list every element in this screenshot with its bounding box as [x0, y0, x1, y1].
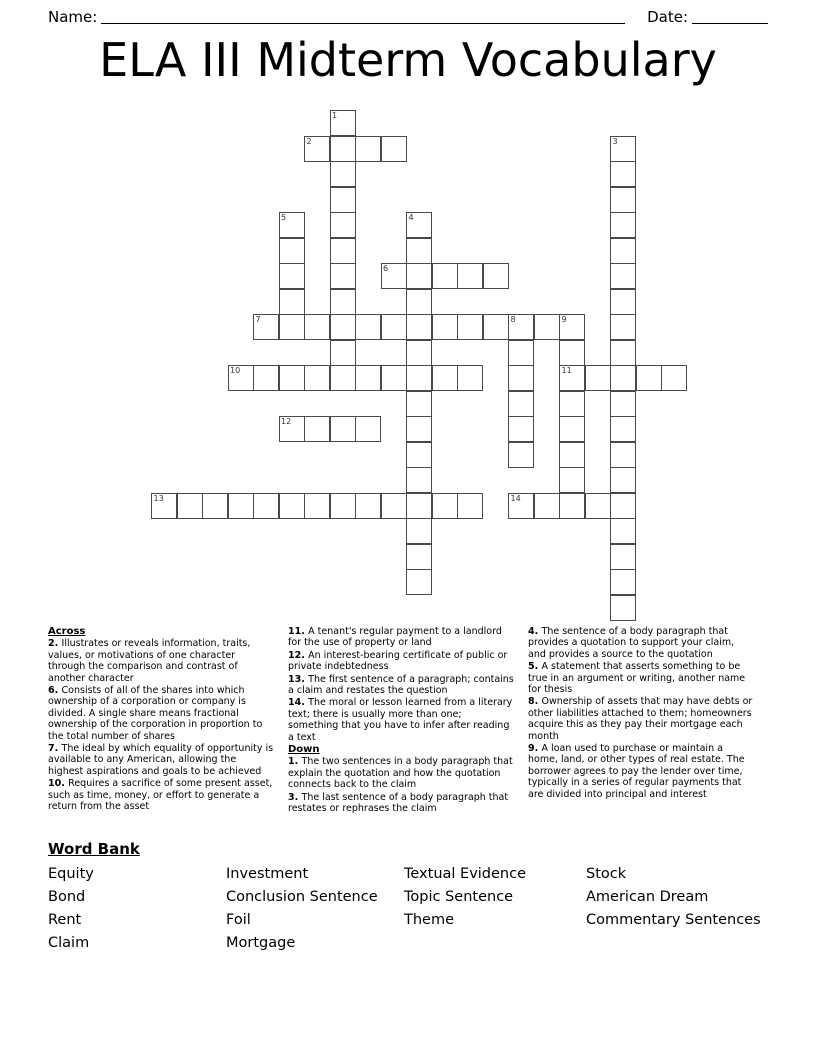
word-bank-item[interactable]: Stock [586, 866, 627, 882]
crossword-cell[interactable] [279, 238, 305, 264]
crossword-cell[interactable] [610, 493, 636, 519]
crossword-cell[interactable] [330, 238, 356, 264]
crossword-cell[interactable] [330, 416, 356, 442]
date-label: Date: [647, 8, 688, 26]
crossword-cell-number: 2 [306, 136, 312, 146]
word-bank-item[interactable]: Theme [404, 912, 455, 928]
clue-column-3 [528, 626, 768, 826]
crossword-cell[interactable] [330, 263, 356, 289]
clue-number: 13. [288, 673, 309, 685]
crossword-cell-number: 1 [332, 111, 338, 120]
crossword-cell[interactable] [483, 263, 509, 289]
clue-item [288, 792, 514, 815]
clues-area [48, 626, 768, 826]
word-bank-item[interactable]: Equity [48, 866, 94, 882]
clue-text: The moral or lesson learned from a literary text; there is usually more than one; something that you have to infer after reading a text [288, 697, 513, 743]
crossword-cell[interactable] [406, 238, 432, 264]
crossword-cell[interactable] [406, 365, 432, 391]
crossword-cell[interactable] [610, 442, 636, 468]
clue-text: The two sentences in a body paragraph that explain the quotation and how the quotation connects back to the claim [288, 756, 513, 791]
crossword-cell[interactable] [610, 161, 636, 187]
word-bank-item[interactable]: Mortgage [226, 935, 296, 951]
crossword-cell[interactable] [304, 136, 330, 162]
crossword-cell[interactable] [483, 314, 509, 340]
crossword-cell[interactable] [610, 391, 636, 417]
word-bank-item[interactable]: Foil [226, 912, 251, 928]
crossword-cell[interactable] [610, 187, 636, 213]
clue-number: 2. [48, 638, 62, 650]
crossword-cell[interactable] [508, 365, 534, 391]
crossword-cell[interactable] [253, 365, 279, 391]
clue-text: Consists of all of the shares into which ownership of a corporation or company is divided. A single share means fractional ownership of the corporation in proportion to the total number of shares [48, 685, 263, 742]
crossword-cell[interactable] [355, 416, 381, 442]
crossword-cell-number: 9 [561, 315, 567, 324]
word-bank-list [48, 866, 768, 951]
clue-item [48, 743, 274, 777]
crossword-cell[interactable] [610, 238, 636, 264]
crossword-cell[interactable] [406, 518, 432, 544]
crossword-cell[interactable] [330, 161, 356, 187]
word-bank-item[interactable]: Claim [48, 935, 90, 951]
crossword-cell[interactable] [559, 493, 585, 519]
crossword-cell[interactable] [228, 493, 254, 519]
clue-text: An interest-bearing certificate of public or private indebtedness [288, 649, 508, 673]
crossword-cell[interactable] [559, 442, 585, 468]
crossword-cell[interactable] [406, 569, 432, 595]
clue-column-2 [288, 626, 528, 826]
crossword-cell-number: 3 [612, 136, 618, 146]
crossword-cell-number: 4 [408, 213, 414, 222]
word-bank-item[interactable]: Conclusion Sentence [226, 889, 378, 905]
crossword-cell[interactable] [457, 314, 483, 340]
crossword-cell[interactable] [279, 416, 305, 442]
crossword-cell[interactable] [585, 365, 611, 391]
crossword-cell[interactable] [559, 340, 585, 366]
clue-text: Illustrates or reveals information, traits, values, or motivations of one character through the comparison and contrast of another character [48, 638, 251, 684]
crossword-cell[interactable] [432, 263, 458, 289]
crossword-cell-number: 10 [230, 366, 241, 375]
crossword-cell[interactable] [508, 442, 534, 468]
clue-text: A loan used to purchase or maintain a home, land, or other types of real estate. The borrower agrees to pay the lender over time, typically in a series of regular payments that are divided into principal and interest [528, 743, 745, 800]
clue-column-1 [48, 626, 288, 826]
clue-text: A statement that asserts something to be true in an argument or writing, another name for thesis [528, 661, 746, 696]
crossword-cell-number: 13 [153, 493, 164, 503]
word-bank-item[interactable]: Bond [48, 889, 86, 905]
crossword-cell[interactable] [304, 416, 330, 442]
clue-text: Ownership of assets that may have debts or other liabilities attached to them; homeowners acquire this as they pay their mortgage each month [528, 696, 753, 742]
clue-item [48, 778, 274, 812]
crossword-cell[interactable] [406, 493, 432, 519]
clue-item [528, 661, 754, 695]
crossword-cell[interactable] [559, 467, 585, 493]
crossword-cell[interactable] [381, 314, 407, 340]
crossword-cell-number: 5 [281, 213, 287, 222]
crossword-cell[interactable] [508, 340, 534, 366]
crossword-cell[interactable] [508, 416, 534, 442]
crossword-cell[interactable] [585, 493, 611, 519]
crossword-cell[interactable] [406, 314, 432, 340]
word-bank [48, 840, 768, 951]
crossword-cell[interactable] [151, 493, 177, 519]
crossword-cell[interactable] [330, 340, 356, 366]
word-bank-item[interactable]: American Dream [586, 889, 709, 905]
crossword-cell[interactable] [330, 493, 356, 519]
clue-number: 14. [288, 697, 309, 709]
crossword-cell[interactable] [559, 416, 585, 442]
crossword-cell[interactable] [202, 493, 228, 519]
clue-item [288, 650, 514, 673]
clue-item [48, 638, 274, 684]
crossword-cell[interactable] [381, 365, 407, 391]
crossword-cell[interactable] [457, 263, 483, 289]
crossword-cell[interactable] [432, 493, 458, 519]
crossword-cell[interactable] [355, 493, 381, 519]
crossword-cell[interactable] [406, 391, 432, 417]
crossword-cell[interactable] [304, 314, 330, 340]
name-date-row [48, 0, 768, 26]
crossword-cell[interactable] [508, 493, 534, 519]
crossword-cell[interactable] [381, 493, 407, 519]
crossword-cell[interactable] [279, 365, 305, 391]
clue-item [288, 626, 514, 649]
crossword-cell[interactable] [508, 391, 534, 417]
crossword-cell[interactable] [330, 314, 356, 340]
clue-item [288, 697, 514, 743]
crossword-cell[interactable] [355, 365, 381, 391]
crossword-cell[interactable] [457, 365, 483, 391]
word-bank-empty [404, 935, 586, 951]
crossword-cell[interactable] [406, 212, 432, 238]
crossword-cell[interactable] [508, 314, 534, 340]
crossword-cell-number: 11 [561, 366, 572, 375]
crossword-cell[interactable] [636, 365, 662, 391]
clue-number: 7. [48, 743, 62, 755]
crossword-cell[interactable] [559, 391, 585, 417]
clue-number: 8. [528, 696, 542, 708]
crossword-cell[interactable] [253, 314, 279, 340]
crossword-cell[interactable] [279, 212, 305, 238]
crossword-cell[interactable] [279, 263, 305, 289]
crossword-cell[interactable] [381, 136, 407, 162]
crossword-cell[interactable] [279, 493, 305, 519]
crossword-cell[interactable] [228, 365, 254, 391]
crossword-cell[interactable] [534, 314, 560, 340]
clue-number: 4. [528, 626, 542, 637]
crossword-grid[interactable] [151, 110, 691, 610]
clue-number: 6. [48, 685, 62, 697]
word-bank-item[interactable]: Investment [226, 866, 309, 882]
crossword-cell-number: 6 [383, 264, 389, 273]
clue-number: 9. [528, 743, 542, 755]
clue-text: The sentence of a body paragraph that provides a quotation to support your claim, and provides a source to the quotation [528, 626, 735, 660]
clue-number: 11. [288, 626, 309, 637]
clue-item [528, 626, 754, 660]
page-title: ELA III Midterm Vocabulary [99, 33, 717, 87]
crossword-cell[interactable] [559, 365, 585, 391]
crossword-cell[interactable] [330, 136, 356, 162]
clue-number: 12. [288, 649, 309, 661]
crossword-cell[interactable] [304, 493, 330, 519]
crossword-cell[interactable] [406, 442, 432, 468]
crossword-cell[interactable] [177, 493, 203, 519]
crossword-cell[interactable] [406, 263, 432, 289]
clue-section-heading: Across [48, 626, 86, 637]
crossword-cell[interactable] [330, 110, 356, 136]
word-bank-item[interactable]: Topic Sentence [404, 889, 514, 905]
date-write-line[interactable] [692, 9, 768, 24]
clue-text: A tenant's regular payment to a landlord for the use of property or land [288, 626, 502, 649]
crossword-cell[interactable] [610, 340, 636, 366]
crossword-cell[interactable] [381, 263, 407, 289]
word-bank-empty [586, 935, 768, 951]
clue-number: 1. [288, 756, 302, 768]
crossword-cell[interactable] [304, 365, 330, 391]
crossword-cell[interactable] [432, 314, 458, 340]
word-bank-title: Word Bank [48, 840, 140, 858]
crossword-cell[interactable] [406, 544, 432, 570]
clue-section-heading: Down [288, 744, 320, 756]
crossword-cell[interactable] [610, 289, 636, 315]
crossword-cell-number: 12 [281, 417, 292, 426]
clue-item [48, 685, 274, 742]
crossword-cell[interactable] [610, 136, 636, 162]
clue-item [528, 696, 754, 742]
crossword-cell-number: 7 [255, 315, 261, 324]
crossword-cell[interactable] [610, 569, 636, 595]
crossword-cell[interactable] [661, 365, 687, 391]
crossword-cell[interactable] [610, 595, 636, 621]
crossword-cell[interactable] [559, 314, 585, 340]
crossword-cell[interactable] [432, 365, 458, 391]
crossword-cell[interactable] [610, 518, 636, 544]
crossword-cell[interactable] [610, 467, 636, 493]
crossword-cell[interactable] [610, 212, 636, 238]
clue-text: The first sentence of a paragraph; contains a claim and restates the question [288, 673, 514, 697]
crossword-cell[interactable] [279, 289, 305, 315]
crossword-cell[interactable] [253, 493, 279, 519]
clue-number: 3. [288, 791, 302, 803]
clue-number: 10. [48, 778, 69, 790]
crossword-cell[interactable] [330, 289, 356, 315]
name-write-line[interactable] [101, 9, 625, 24]
crossword-cell[interactable] [610, 365, 636, 391]
crossword-cell[interactable] [355, 314, 381, 340]
crossword-cell[interactable] [406, 416, 432, 442]
clue-number: 5. [528, 661, 542, 673]
clue-text: The last sentence of a body paragraph that restates or rephrases the claim [288, 791, 509, 815]
word-bank-item[interactable]: Rent [48, 912, 82, 928]
crossword-cell[interactable] [330, 212, 356, 238]
clue-item [528, 743, 754, 800]
crossword-cell-number: 14 [510, 493, 521, 503]
word-bank-item[interactable]: Commentary Sentences [586, 912, 761, 928]
clue-text: Requires a sacrifice of some present asset, such as time, money, or effort to generate a return from the asset [48, 778, 273, 813]
clue-item [288, 674, 514, 697]
crossword-cell[interactable] [406, 289, 432, 315]
crossword-cell[interactable] [355, 136, 381, 162]
clue-text: The ideal by which equality of opportunity is available to any American, allowing the highest aspirations and goals to be achieved [48, 743, 274, 777]
crossword-cell-number: 8 [510, 315, 516, 324]
clue-item [288, 756, 514, 790]
crossword-cell[interactable] [457, 493, 483, 519]
crossword-cell[interactable] [610, 314, 636, 340]
crossword-cell[interactable] [279, 314, 305, 340]
name-label: Name: [48, 8, 98, 26]
word-bank-item[interactable]: Textual Evidence [404, 866, 527, 882]
crossword-cell[interactable] [330, 365, 356, 391]
crossword-cell[interactable] [534, 493, 560, 519]
crossword-cell[interactable] [406, 340, 432, 366]
crossword-cell[interactable] [610, 263, 636, 289]
crossword-cell[interactable] [610, 416, 636, 442]
crossword-cell[interactable] [330, 187, 356, 213]
crossword-cell[interactable] [610, 544, 636, 570]
crossword-cell[interactable] [406, 467, 432, 493]
